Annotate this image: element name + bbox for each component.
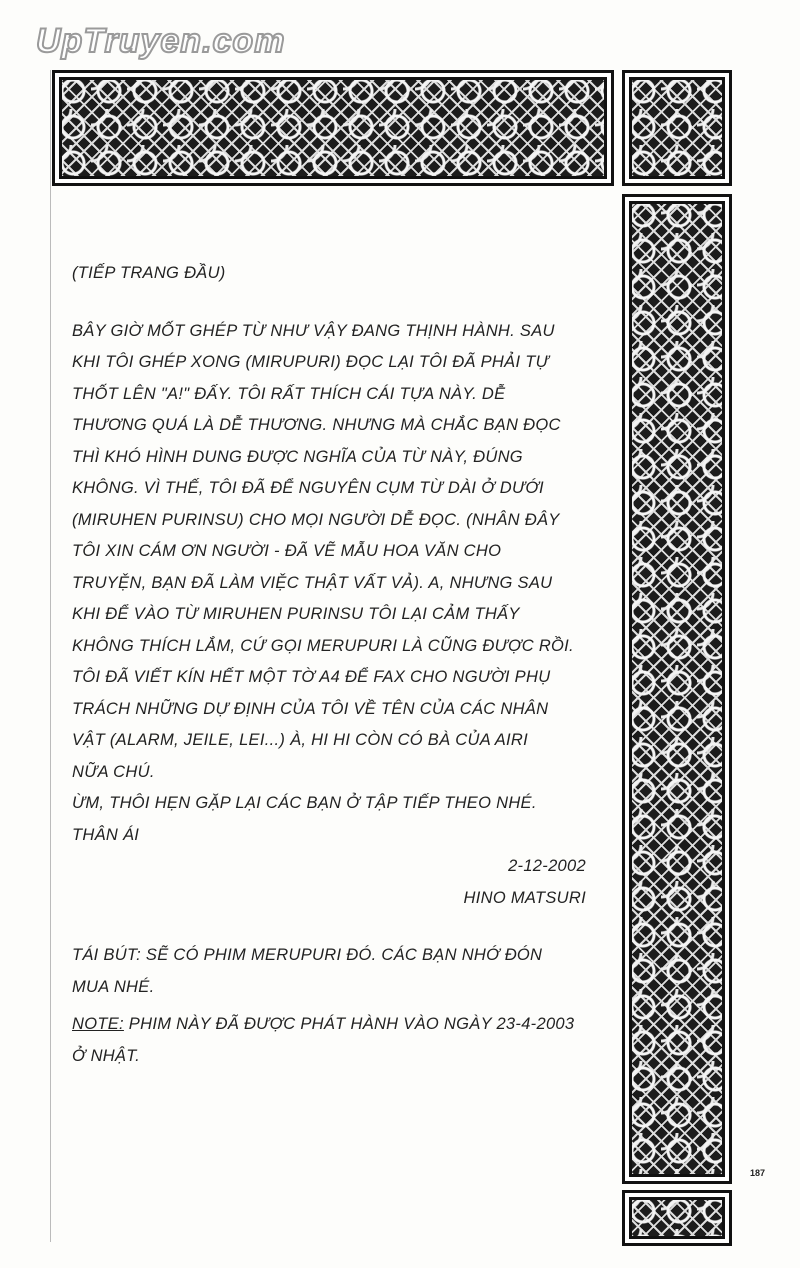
body-line: TÔI XIN CÁM ƠN NGƯỜI - ĐÃ VẼ MẪU HOA VĂN CHO <box>72 542 502 560</box>
ornamental-border-bottom <box>622 1190 732 1246</box>
author-signature: HINO MATSURI <box>463 888 586 907</box>
body-line: NỮA CHÚ. <box>72 762 155 781</box>
page-edge-rule <box>50 70 51 1242</box>
body-line: ỪM, THÔI HẸN GẶP LẠI CÁC BẠN Ở TẬP TIẾP THEO NHÉ. <box>72 794 537 812</box>
note-text: PHIM NÀY ĐÃ ĐƯỢC PHÁT HÀNH VÀO NGÀY 23-4-2003 <box>123 1015 575 1033</box>
body-line: THỐT LÊN "A!" ĐẤY. TÔI RẤT THÍCH CÁI TỰA NÀY. DỄ <box>72 384 506 403</box>
body-paragraph <box>72 316 592 852</box>
body-line: KHI ĐỂ VÀO TỪ MIRUHEN PURINSU TÔI LẠI CẢM THẤY <box>72 605 520 623</box>
body-line: THÂN ÁI <box>72 825 140 844</box>
body-line: VẬT (ALARM, JEILE, LEI...) À, HI HI CÒN CÓ BÀ CỦA AIRI <box>72 731 528 749</box>
afterword-text <box>72 258 592 1072</box>
heading: (TIẾP TRANG ĐẦU) <box>72 264 226 282</box>
body-line: TRÁCH NHỮNG DỰ ĐỊNH CỦA TÔI VỀ TÊN CỦA CÁC NHÂN <box>72 699 549 718</box>
body-line: KHÔNG THÍCH LẮM, CỨ GỌI MERUPURI LÀ CŨNG ĐƯỢC RỒI. <box>72 636 574 655</box>
ornamental-border-top <box>52 70 614 186</box>
body-line: TRUYỆN, BẠN ĐÃ LÀM VIỆC THẬT VẤT VẢ). A, NHƯNG SAU <box>72 573 553 592</box>
body-line: TÔI ĐÃ VIẾT KÍN HẾT MỘT TỜ A4 ĐỂ FAX CHO NGƯỜI PHỤ <box>72 668 551 686</box>
body-line: BÂY GIỜ MỐT GHÉP TỪ NHƯ VẬY ĐANG THỊNH HÀNH. SAU <box>72 321 555 340</box>
note-line-2: Ở NHẬT. <box>72 1046 141 1065</box>
site-watermark: UpTruyen.com <box>36 22 286 60</box>
ps-line: TÁI BÚT: SẼ CÓ PHIM MERUPURI ĐÓ. CÁC BẠN NHỚ ĐÓN <box>72 946 543 964</box>
body-line: THÌ KHÓ HÌNH DUNG ĐƯỢC NGHĨA CỦA TỪ NÀY, ĐÚNG <box>72 447 523 466</box>
body-line: THƯƠNG QUÁ LÀ DỄ THƯƠNG. NHƯNG MÀ CHẮC BẠN ĐỌC <box>72 416 561 434</box>
body-line: KHI TÔI GHÉP XONG (MIRUPURI) ĐỌC LẠI TÔI ĐÃ PHẢI TỰ <box>72 353 549 371</box>
ornamental-border-corner <box>622 70 732 186</box>
ornamental-border-right <box>622 194 732 1184</box>
body-line: (MIRUHEN PURINSU) CHO MỌI NGƯỜI DỄ ĐỌC. (NHÂN ĐÂY <box>72 510 560 529</box>
body-line: KHÔNG. VÌ THẾ, TÔI ĐÃ ĐỂ NGUYÊN CỤM TỪ DÀI Ở DƯỚI <box>72 479 544 497</box>
page-number: 187 <box>750 1168 766 1178</box>
note-line <box>72 1009 592 1041</box>
ps-line: MUA NHÉ. <box>72 977 155 996</box>
note-label: NOTE: <box>72 1015 124 1033</box>
date: 2-12-2002 <box>508 857 586 875</box>
